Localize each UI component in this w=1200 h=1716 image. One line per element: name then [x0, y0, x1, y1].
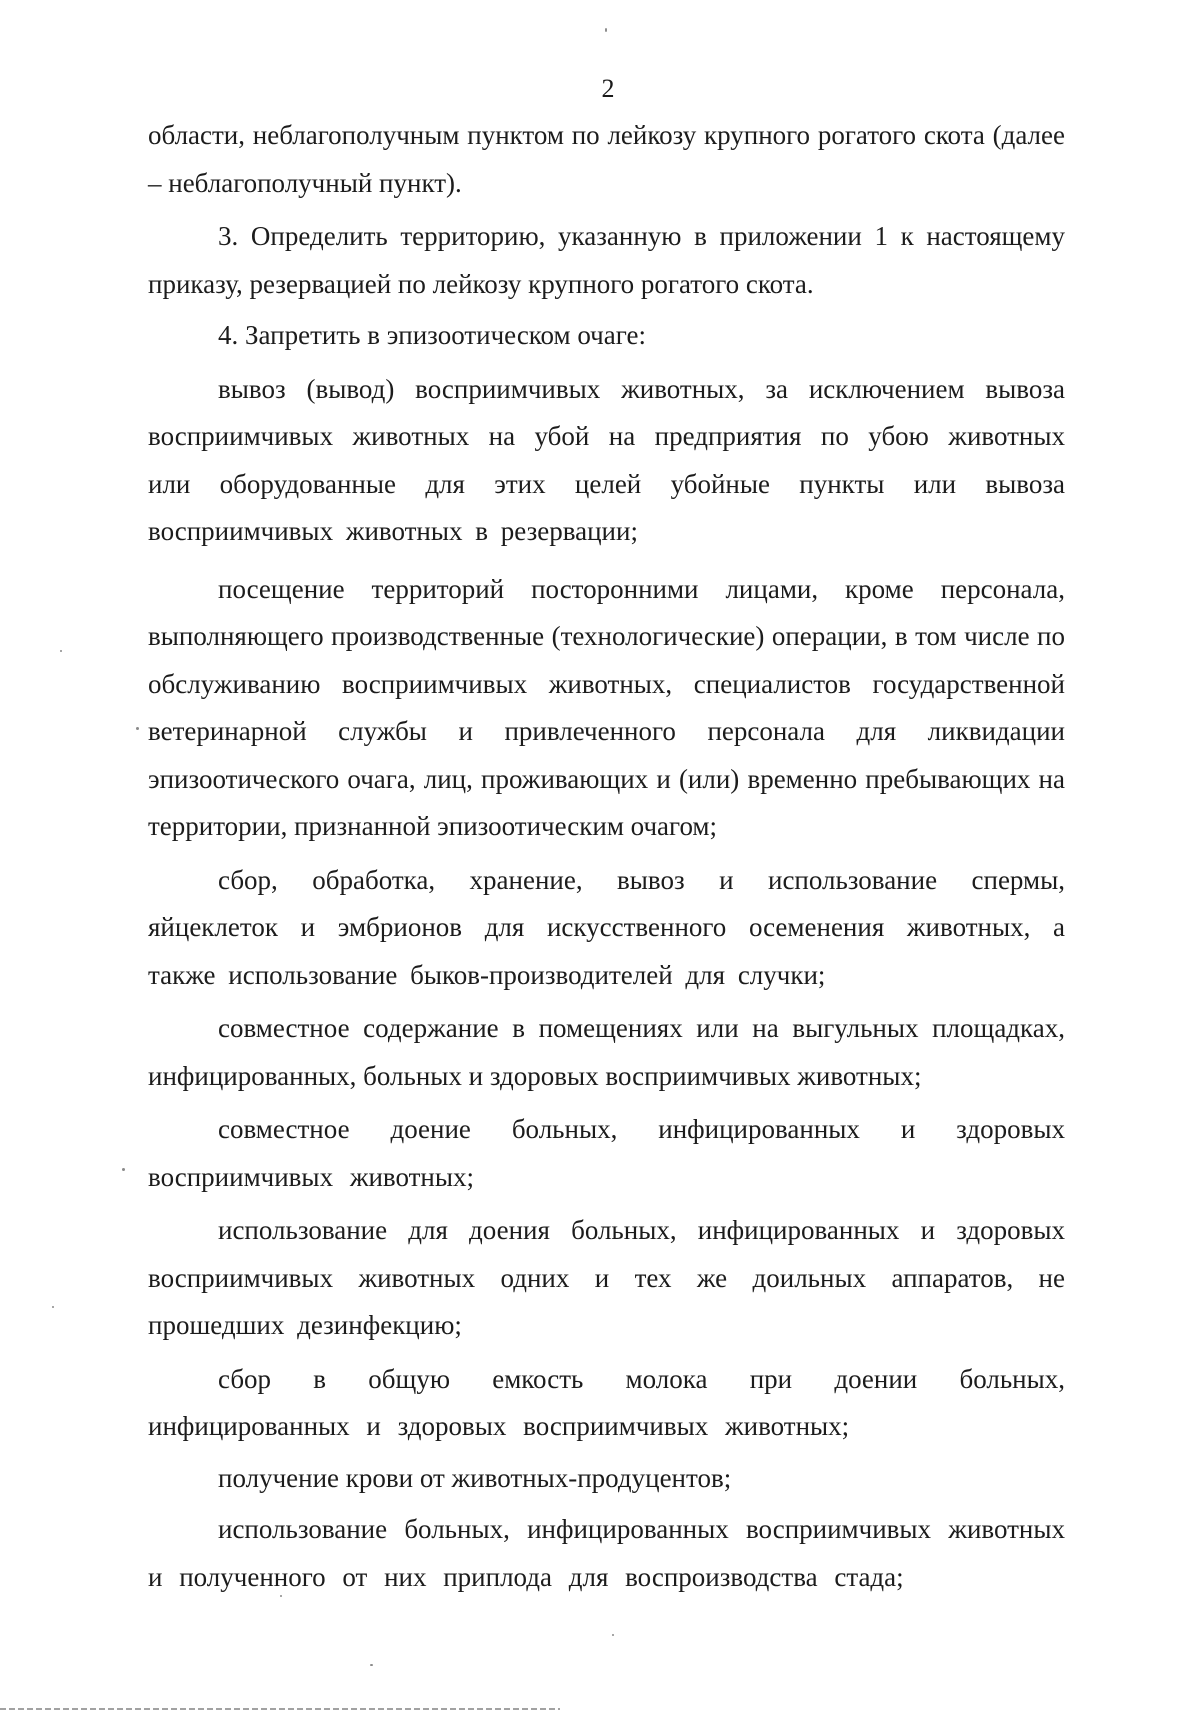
scan-speck	[60, 650, 62, 652]
scan-speck	[52, 1306, 54, 1308]
paragraph-ban-milking: совместное доение больных, инфицированных и здоровых восприимчивых животных;	[148, 1114, 1065, 1192]
paragraph-ban-reproduction: использование больных, инфицированных восприимчивых животных и полученного от них приплода для воспроизводства стада;	[148, 1514, 1065, 1592]
scan-speck	[122, 1168, 125, 1171]
paragraph-ban-keeping: совместное содержание в помещениях или на выгульных площадках, инфицированных, больных и здоровых восприимчивых животных;	[148, 1013, 1065, 1091]
paragraph-ban-export: вывоз (вывод) восприимчивых животных, за исключением вывоза восприимчивых животных на убой на предприятия по убою животных или оборудованные для этих целей убойные пункты или вывоза восприимчивых животных в резервации;	[148, 373, 1065, 546]
scan-speck	[605, 28, 607, 32]
scan-speck	[370, 1664, 373, 1666]
paragraph-ban-apparatus: использование для доения больных, инфицированных и здоровых восприимчивых животных одних и тех же доильных аппаратов, не прошедших дезинфекцию;	[148, 1215, 1065, 1340]
paragraph-ban-visits: посещение территорий посторонними лицами, кроме персонала, выполняющего производственные (технологические) операции, в том числе по обслуживанию восприимчивых животных, специалистов государственной ветеринарной службы и привлеченного персонала для ликвидации эпизоотического очага, лиц, проживающих и (или) временно пребывающих на территории, признанной эпизоотическим очагом;	[148, 573, 1065, 841]
paragraph-item-4: 4. Запретить в эпизоотическом очаге:	[218, 320, 646, 350]
paragraph-item-3: 3. Определить территорию, указанную в приложении 1 к настоящему приказу, резервацией по лейкозу крупного рогатого скота.	[148, 221, 1065, 299]
document-body	[148, 112, 1065, 1601]
paragraph-ban-milk-collection: сбор в общую емкость молока при доении больных, инфицированных и здоровых восприимчивых животных;	[148, 1363, 1065, 1441]
scan-speck	[612, 1634, 614, 1636]
page-number: 2	[601, 74, 615, 103]
scan-speck	[280, 1595, 282, 1597]
paragraph-ban-sperm: сбор, обработка, хранение, вывоз и использование спермы, яйцеклеток и эмбрионов для искусственного осеменения животных, а также использование быков-производителей для случки;	[148, 864, 1065, 990]
scan-speck	[136, 727, 139, 730]
scan-edge-line	[0, 1708, 560, 1710]
paragraph-ban-blood: получение крови от животных-продуцентов;	[218, 1462, 732, 1493]
paragraph-continuation: области, неблагополучным пунктом по лейкозу крупного рогатого скота (далее – неблагополучный пункт).	[148, 120, 1065, 198]
